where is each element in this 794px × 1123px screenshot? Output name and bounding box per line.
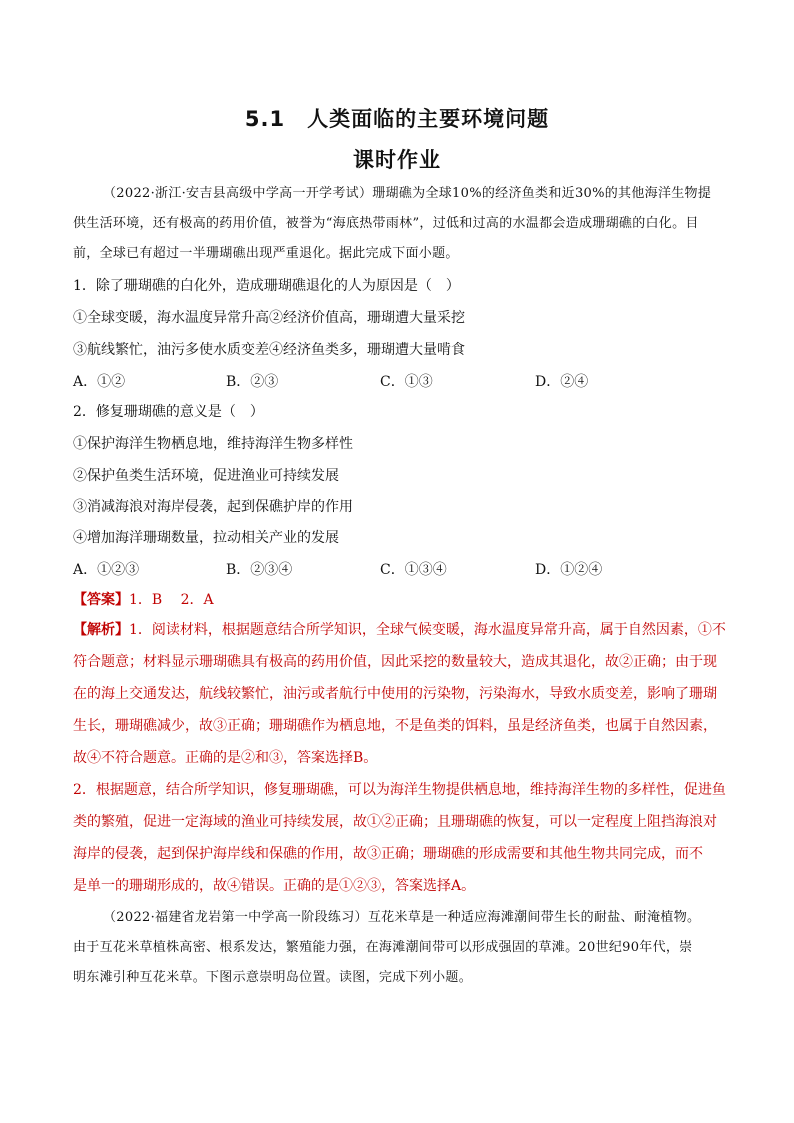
question1-option-b: B．②③ <box>226 374 279 390</box>
analysis-line: 类的繁殖，促进一定海域的渔业可持续发展，故①②正确；且珊瑚礁的恢复，可以一定程度上阻挡海浪对 <box>73 814 717 830</box>
analysis-line <box>73 620 733 640</box>
question2-option-b: B．②③④ <box>226 562 293 578</box>
question1-item: ③航线繁忙，油污多使水质变差④经济鱼类多，珊瑚遭大量啃食 <box>73 342 465 358</box>
passage1-line: 前，全球已有超过一半珊瑚礁出现严重退化。据此完成下面小题。 <box>73 246 459 261</box>
question2-option-d: D．①②④ <box>535 562 603 578</box>
passage2-line: （2022·福建省龙岩第一中学高一阶段练习）互花米草是一种适应海滩潮间带生长的耐盐、耐淹植物。 <box>103 910 701 925</box>
analysis-text: 1．阅读材料，根据题意结合所学知识，全球气候变暖，海水温度异常升高，属于自然因素， <box>129 622 698 638</box>
page-title: 5.1 人类面临的主要环境问题 <box>244 107 550 131</box>
answer-label: 【答案】 <box>73 592 129 608</box>
analysis-line: 符合题意；材料显示珊瑚礁具有极高的药用价值，因此采挖的数量较大，造成其退化，故②正确；由于现 <box>73 654 717 670</box>
question2-item: ③消减海浪对海岸侵袭，起到保礁护岸的作用 <box>73 499 353 515</box>
passage1-line: （2022·浙江·安吉县高级中学高一开学考试）珊瑚礁为全球10%的经济鱼类和近30%的其他海洋生物提 <box>103 186 712 201</box>
question2-stem: 2．修复珊瑚礁的意义是（ ） <box>73 404 264 420</box>
analysis-line: 故④不符合题意。正确的是②和③，答案选择B。 <box>73 750 378 766</box>
question1-item: ①全球变暖，海水温度异常升高②经济价值高，珊瑚遭大量采挖 <box>73 310 465 326</box>
question2-item: ①保护海洋生物栖息地，维持海洋生物多样性 <box>73 436 353 452</box>
page-subtitle: 课时作业 <box>353 148 441 172</box>
question1-option-a: A．①② <box>73 374 126 390</box>
passage1-line: 供生活环境，还有极高的药用价值，被誉为“海底热带雨林”，过低和过高的水温都会造成珊瑚礁的白化。目 <box>73 216 699 231</box>
question2-item: ④增加海洋珊瑚数量，拉动相关产业的发展 <box>73 530 339 546</box>
analysis-line: 生长，珊瑚礁减少，故③正确；珊瑚礁作为栖息地，不是鱼类的饵料，虽是经济鱼类，也属于自然因素， <box>73 718 717 734</box>
analysis-line: 在的海上交通发达，航线较繁忙，油污或者航行中使用的污染物，污染海水，导致水质变差，影响了珊瑚 <box>73 686 717 702</box>
analysis-line: 是单一的珊瑚形成的，故④错误。正确的是①②③，答案选择A。 <box>73 878 476 894</box>
question2-option-a: A．①②③ <box>73 562 140 578</box>
question1-option-d: D．②④ <box>535 374 589 390</box>
question2-option-c: C．①③④ <box>380 562 447 578</box>
analysis-label: 【解析】 <box>73 622 129 638</box>
question1-option-c: C．①③ <box>380 374 433 390</box>
question2-item: ②保护鱼类生活环境，促进渔业可持续发展 <box>73 468 339 484</box>
passage2-line: 由于互花米草植株高密、根系发达，繁殖能力强，在海滩潮间带可以形成强固的草滩。20世纪90年代，崇 <box>73 940 693 955</box>
question1-stem: 1．除了珊瑚礁的白化外，造成珊瑚礁退化的人为原因是（ ） <box>73 278 460 294</box>
answer-text: 1．B 2．A <box>129 592 214 608</box>
passage2-line: 明东滩引种互花米草。下图示意崇明岛位置。读图，完成下列小题。 <box>73 970 473 985</box>
answer-block <box>73 590 733 610</box>
analysis-line: 海岸的侵袭，起到保护海岸线和保礁的作用，故③正确；珊瑚礁的形成需要和其他生物共同完成，而不 <box>73 846 703 862</box>
analysis-highlight: ①不 <box>697 622 726 638</box>
analysis-line: 2．根据题意，结合所学知识，修复珊瑚礁，可以为海洋生物提供栖息地，维持海洋生物的多样性，促进鱼 <box>73 782 726 798</box>
